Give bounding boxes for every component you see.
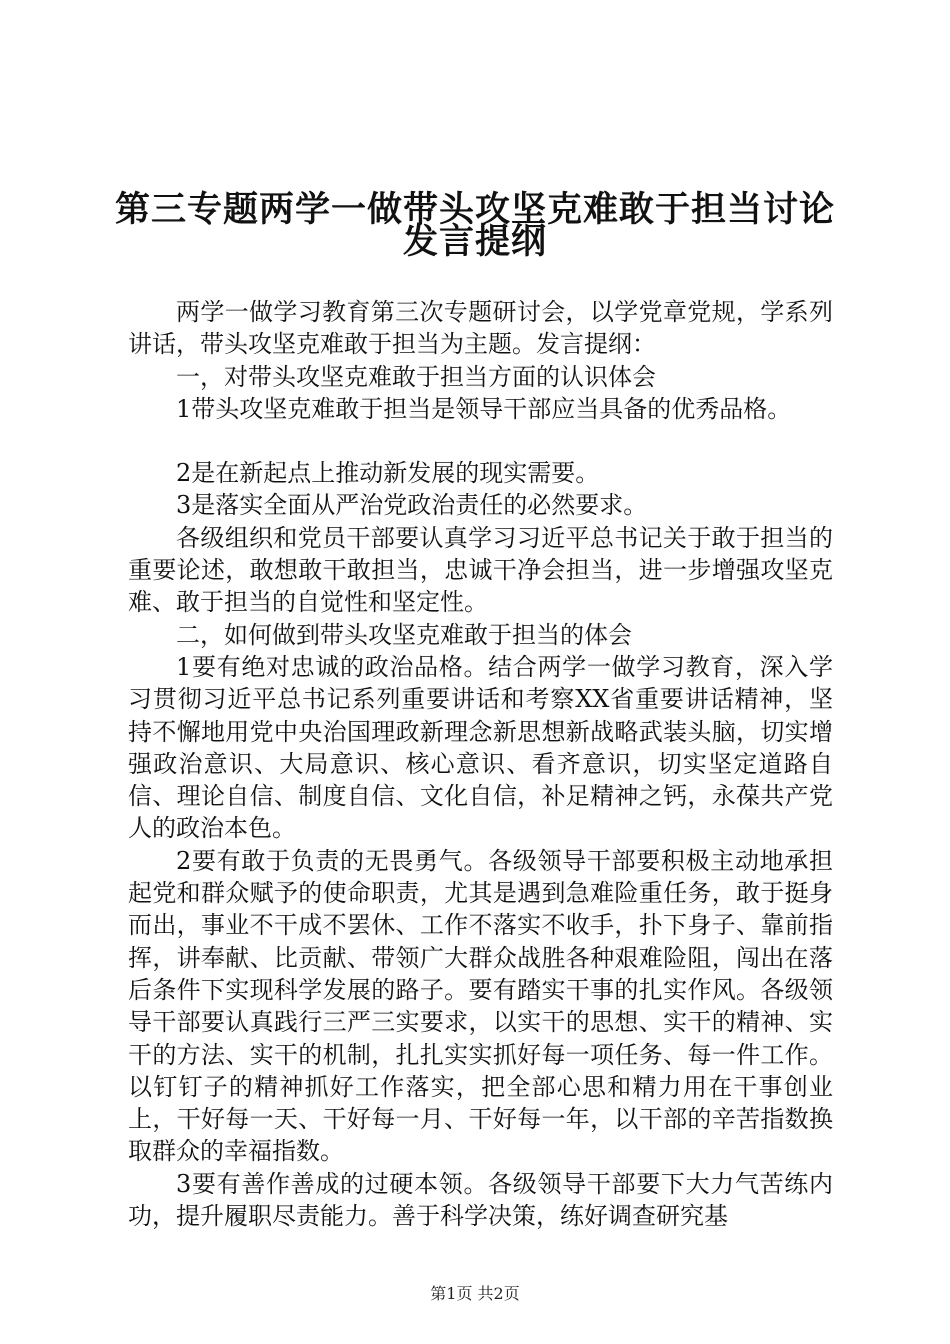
paragraph-item-1: 1要有绝对忠诚的政治品格。结合两学一做学习教育，深入学习贯彻习近平总书记系列重要讲话和考察XX省重要讲话精神，坚持不懈地用党中央治国理政新理念新思想新战略武装头脑，切实增强政治意识、大局意识、核心意识、看齐意识，切实坚定道路自信、理论自信、制度自信、文化自信，补足精神之钙，永葆共产党人的政治本色。 <box>128 652 833 843</box>
document-title-line-2: 发言提纲 <box>402 222 547 262</box>
paragraph-point-1: 1带头攻坚克难敢于担当是领导干部应当具备的优秀品格。 <box>176 394 792 423</box>
paragraph-intro: 两学一做学习教育第三次专题研讨会，以学党章党规，学系列讲话，带头攻坚克难敢于担当为主题。发言提纲： <box>128 298 833 359</box>
page-footer: 第1页 共2页 <box>430 1284 520 1303</box>
paragraph-point-2: 2是在新起点上推动新发展的现实需要。 <box>176 459 600 488</box>
paragraph-item-2: 2要有敢于负责的无畏勇气。各级领导干部要积极主动地承担起党和群众赋予的使命职责，尤其是遇到急难险重任务，敢于挺身而出，事业不干成不罢休、工作不落实不收手，扑下身子、靠前指挥，讲奉献、比贡献、带领广大群众战胜各种艰难险阻，闯出在落后条件下实现科学发展的路子。要有踏实干事的扎实作风。各级领导干部要认真践行三严三实要求，以实干的思想、实干的精神、实干的方法、实干的机制，扎扎实实抓好每一项任务、每一件工作。以钉钉子的精神抓好工作落实，把全部心思和精力用在干事创业上，干好每一天、干好每一月、干好每一年，以干部的辛苦指数换取群众的幸福指数。 <box>128 846 833 1166</box>
section-heading-2: 二，如何做到带头攻坚克难敢于担当的体会 <box>176 620 632 649</box>
document-title-line-1: 第三专题两学一做带头攻坚克难敢于担当讨论 <box>114 190 835 230</box>
document-body <box>128 296 833 1232</box>
paragraph-item-3: 3要有善作善成的过硬本领。各级领导干部要下大力气苦练内功，提升履职尽责能力。善于科学决策，练好调查研究基 <box>128 1169 833 1231</box>
paragraph-point-3: 3是落实全面从严治党政治责任的必然要求。 <box>176 491 648 520</box>
blank-line <box>128 425 833 457</box>
section-heading-1: 一，对带头攻坚克难敢于担当方面的认识体会 <box>176 362 656 391</box>
paragraph-summary: 各级组织和党员干部要认真学习习近平总书记关于敢于担当的重要论述，敢想敢干敢担当，忠诚干净会担当，进一步增强攻坚克难、敢于担当的自觉性和坚定性。 <box>128 523 833 617</box>
